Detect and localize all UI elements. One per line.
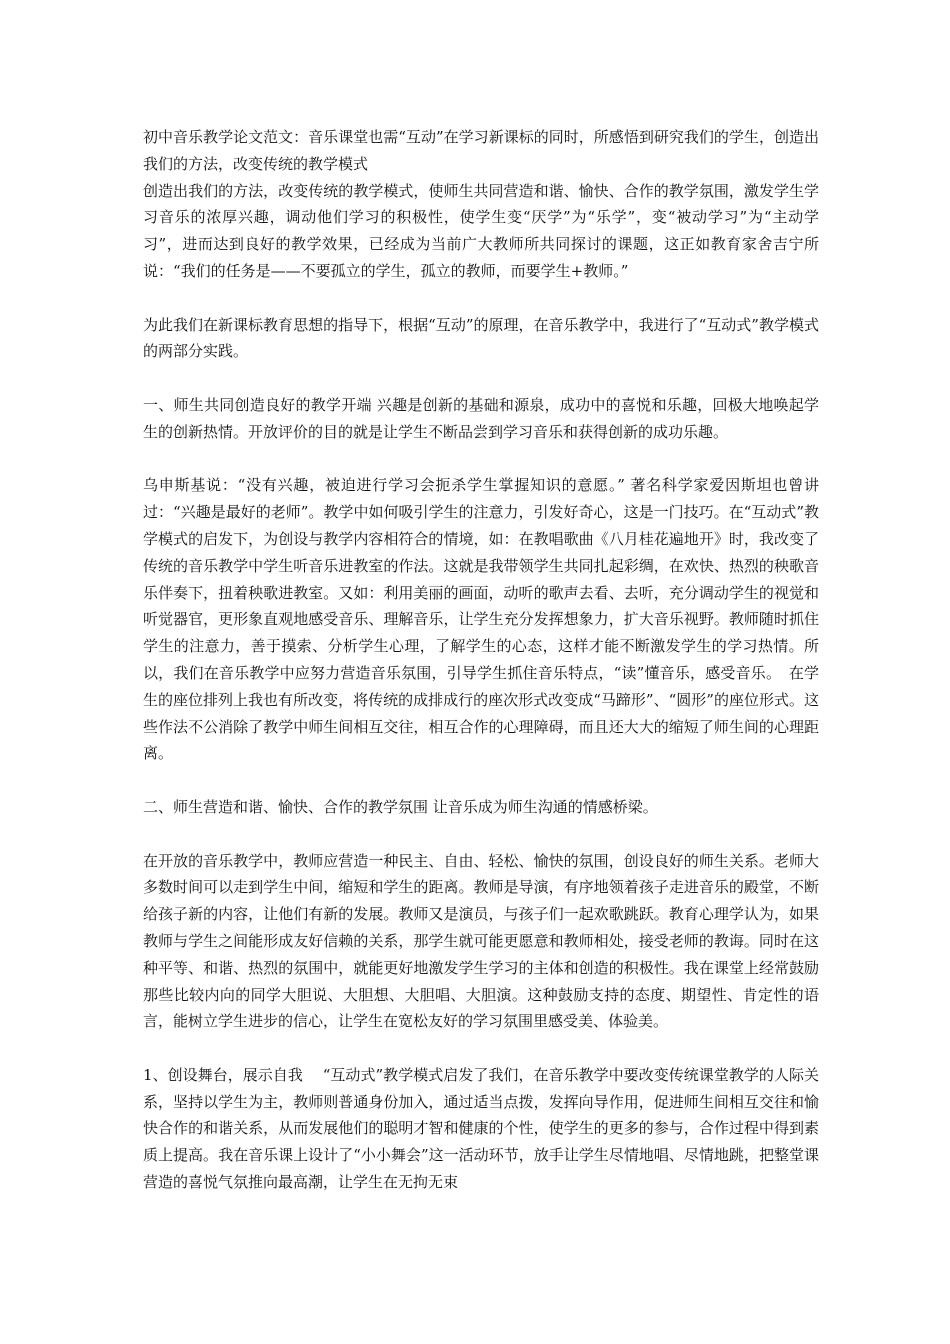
document-title: 初中音乐教学论文范文：音乐课堂也需“互动”在学习新课标的同时，所感悟到研究我们的学生，创造出我们的方法，改变传统的教学模式: [143, 128, 819, 173]
section-heading-one: 一、师生共同创造良好的教学开端 兴趣是创新的基础和源泉，成功中的喜悦和乐趣，回极大地唤起学生的创新热情。开放评价的目的就是让学生不断品尝到学习音乐和获得创新的成功乐趣。: [143, 395, 819, 441]
paragraph-intro: 创造出我们的方法，改变传统的教学模式，使师生共同营造和谐、愉快、合作的教学氛围，激发学生学习音乐的浓厚兴趣，调动他们学习的积极性，使学生变“厌学”为“乐学”，变“被动学习”为“主动学习”，进而达到良好的教学效果，已经成为当前广大教师所共同探讨的课题，这正如教育家舍吉宁所说：“我们的任务是——不要孤立的学生，孤立的教师，而要学生+教师。”: [143, 181, 819, 280]
paragraph-spacer: [143, 1035, 819, 1062]
paragraph-spacer: [143, 446, 819, 473]
paragraph-practice: 为此我们在新课标教育思想的指导下，根据“互动”的原理，在音乐教学中，我进行了“互动式”教学模式的两部分实践。: [143, 315, 819, 361]
paragraph-stage: 1、创设舞台，展示自我 “互动式”教学模式启发了我们，在音乐教学中要改变传统课堂教学的人际关系，坚持以学生为主，教师则普通身份加入，通过适当点拨，发挥向导作用，促进师生间相互交往和愉快合作的和谐关系，从而发展他们的聪明才智和健康的个性，使学生的更多的参与，合作过程中得到素质上提高。我在音乐课上设计了“小小舞会”这一活动环节，放手让学生尽情地唱、尽情地跳，把整堂课营造的喜悦气氛推向最高潮，让学生在无拘无束: [143, 1065, 819, 1192]
paragraph-spacer: [143, 767, 819, 794]
section-heading-two: 二、师生营造和谐、愉快、合作的教学氛围 让音乐成为师生沟通的情感桥梁。: [143, 797, 658, 816]
paragraph-interest: 乌申斯基说：“没有兴趣，被迫进行学习会扼杀学生掌握知识的意愿。” 著名科学家爱因斯坦也曾讲过：“兴趣是最好的老师”。教学中如何吸引学生的注意力，引发好奇心，这是一门技巧。在“互动式”教学模式的启发下，为创设与教学内容相符合的情境，如：在教唱歌曲《八月桂花遍地开》时，我改变了传统的音乐教学中学生听音乐进教室的作法。这就是我带领学生共同扎起彩绸，在欢快、热烈的秧歌音乐伴奏下，扭着秧歌进教室。又如：利用美丽的画面，动听的歌声去看、去听，充分调动学生的视觉和听觉器官，更形象直观地感受音乐、理解音乐，让学生充分发挥想象力，扩大音乐视野。教师随时抓住学生的注意力，善于摸索、分析学生心理，了解学生的心态，这样才能不断激发学生的学习热情。所以，我们在音乐教学中应努力营造音乐氛围，引导学生抓住音乐特点，“读”懂音乐，感受音乐。 在学生的座位排列上我也有所改变，将传统的成排成行的座次形式改变成“马蹄形”、“圆形”的座位形式。这些作法不公消除了教学中师生间相互交往，相互合作的心理障碍，而且还大大的缩短了师生间的心理距离。: [143, 476, 819, 763]
paragraph-spacer: [143, 285, 819, 312]
document-body: [143, 124, 819, 1196]
paragraph-spacer: [143, 365, 819, 392]
paragraph-atmosphere: 在开放的音乐教学中，教师应营造一种民主、自由、轻松、愉快的氛围，创设良好的师生关系。老师大多数时间可以走到学生中间，缩短和学生的距离。教师是导演，有序地领着孩子走进音乐的殿堂，不断给孩子新的内容，让他们有新的发展。教师又是演员，与孩子们一起欢歌跳跃。教育心理学认为，如果教师与学生之间能形成友好信赖的关系，那学生就可能更愿意和教师相处，接受老师的教诲。同时在这种平等、和谐、热烈的氛围中，就能更好地激发学生学习的主体和创造的积极性。我在课堂上经常鼓励那些比较内向的同学大胆说、大胆想、大胆唱、大胆演。这种鼓励支持的态度、期望性、肯定性的语言，能树立学生进步的信心，让学生在宽松友好的学习氛围里感受美、体验美。: [143, 851, 819, 1031]
paragraph-spacer: [143, 821, 819, 848]
